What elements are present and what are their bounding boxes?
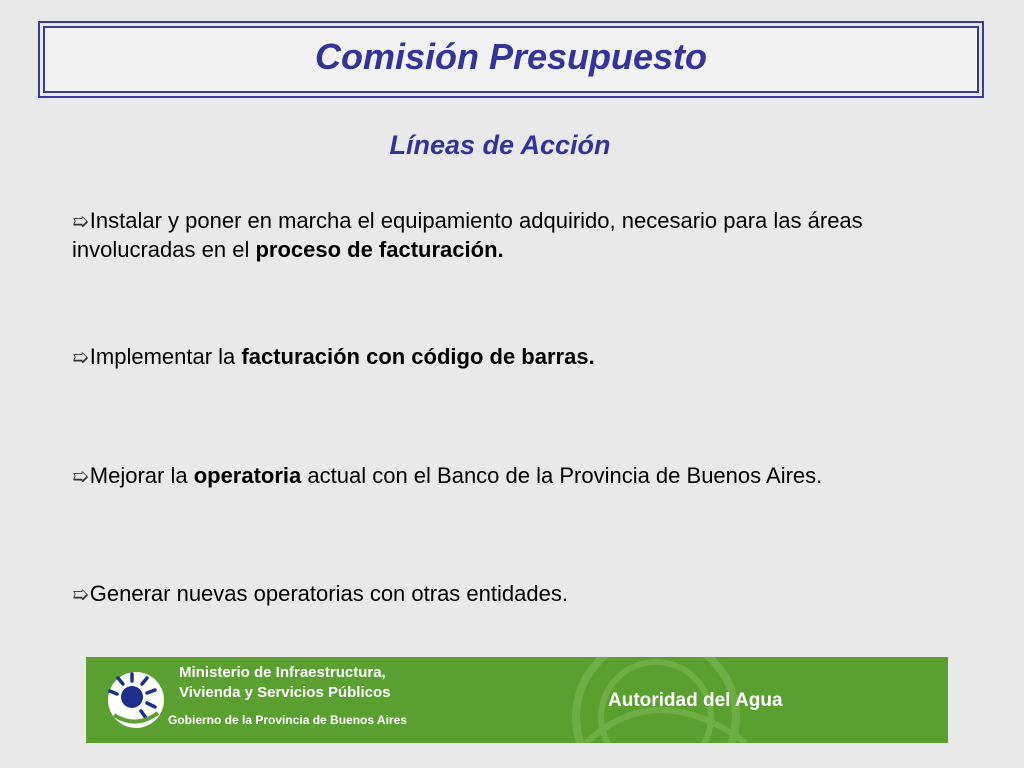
bullet-item-4 xyxy=(72,580,952,609)
section-subtitle: Líneas de Acción xyxy=(389,130,611,160)
bullet-bold-text: facturación con código de barras. xyxy=(241,344,595,369)
title-frame xyxy=(38,21,984,98)
ministry-name xyxy=(179,663,391,703)
arrow-bullet-icon: ➯ xyxy=(72,466,89,488)
bullet-text-after: actual con el Banco de la Provincia de Buenos Aires. xyxy=(301,463,823,488)
government-name: Gobierno de la Provincia de Buenos Aires xyxy=(168,713,407,727)
bullet-text: Instalar y poner en marcha el equipamiento adquirido, necesario para las áreas involucradas en el xyxy=(72,208,863,262)
ministry-line-1: Ministerio de Infraestructura, xyxy=(179,664,386,681)
arrow-bullet-icon: ➯ xyxy=(72,211,89,233)
arrow-bullet-icon: ➯ xyxy=(72,584,89,606)
bullet-bold-text: proceso de facturación. xyxy=(255,237,504,262)
arrow-bullet-icon: ➯ xyxy=(72,347,89,369)
authority-name: Autoridad del Agua xyxy=(608,690,783,711)
bullet-item-2 xyxy=(72,343,952,372)
ministry-line-2: Vivienda y Servicios Públicos xyxy=(179,684,391,701)
page-title: Comisión Presupuesto xyxy=(314,35,708,77)
footer-banner xyxy=(86,657,948,743)
bullet-text: Generar nuevas operatorias con otras entidades. xyxy=(89,581,568,606)
bullet-text: Mejorar la xyxy=(89,463,194,488)
bullet-text: Implementar la xyxy=(89,344,242,369)
title-inner-frame xyxy=(43,26,979,93)
bullet-bold-text: operatoria xyxy=(193,463,302,488)
bullet-item-3 xyxy=(72,462,952,491)
bullet-item-1 xyxy=(72,207,952,263)
ministry-logo-icon xyxy=(106,665,166,735)
